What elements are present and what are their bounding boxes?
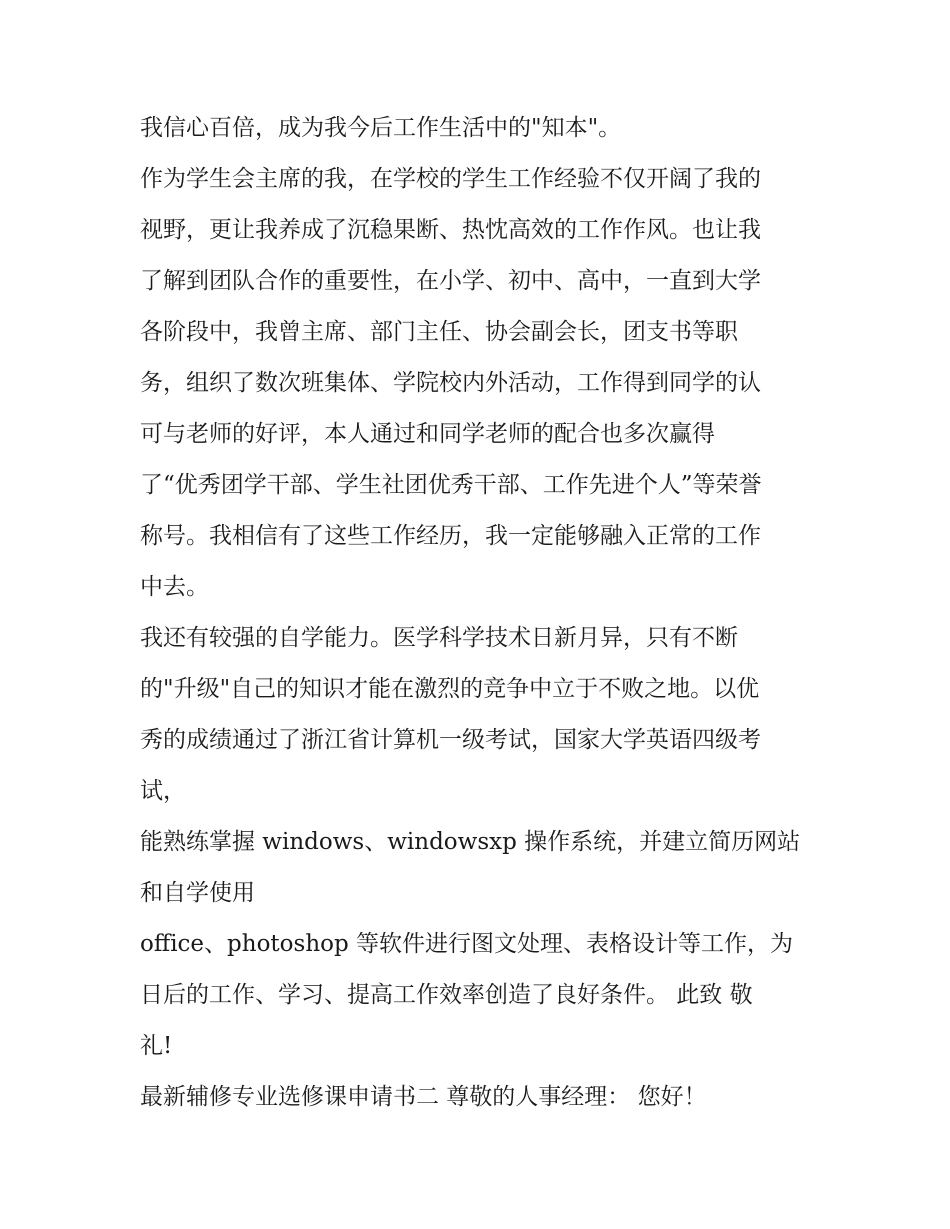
text-line: 和自学使用 [140,880,255,906]
text-line: 了“优秀团学干部、学生社团优秀干部、工作先进个人”等荣誉 [140,472,762,498]
text-line: 试， [140,778,186,804]
text-line: 了解到团队合作的重要性，在小学、初中、高中，一直到大学 [140,268,761,294]
text-line: 能熟练掌握 windows、windowsxp 操作系统，并建立简历网站 [140,829,801,855]
text-line: 我还有较强的自学能力。医学科学技术日新月异，只有不断 [140,625,738,651]
text-line: 作为学生会主席的我，在学校的学生工作经验不仅开阔了我的 [140,166,761,192]
text-line: 称号。我相信有了这些工作经历，我一定能够融入正常的工作 [140,523,761,549]
text-line: 可与老师的好评，本人通过和同学老师的配合也多次赢得 [140,421,715,447]
text-line: 的"升级"自己的知识才能在激烈的竞争中立于不败之地。以优 [140,676,760,702]
text-line: 秀的成绩通过了浙江省计算机一级考试，国家大学英语四级考 [140,727,761,753]
document-body [140,103,830,1123]
text-line: 最新辅修专业选修课申请书二 尊敬的人事经理： 您好！ [140,1084,707,1110]
text-line: 各阶段中，我曾主席、部门主任、协会副会长，团支书等职 [140,319,738,345]
text-line: 日后的工作、学习、提高工作效率创造了良好条件。 此致 敬 [140,982,753,1008]
text-line: 礼! [140,1033,173,1059]
text-line: 务，组织了数次班集体、学院校内外活动，工作得到同学的认 [140,370,761,396]
text-line: 中去。 [140,574,209,600]
text-line: 视野，更让我养成了沉稳果断、热忱高效的工作作风。也让我 [140,217,761,243]
text-line: 我信心百倍，成为我今后工作生活中的"知本"。 [140,115,622,141]
text-line: office、photoshop 等软件进行图文处理、表格设计等工作，为 [140,931,794,957]
